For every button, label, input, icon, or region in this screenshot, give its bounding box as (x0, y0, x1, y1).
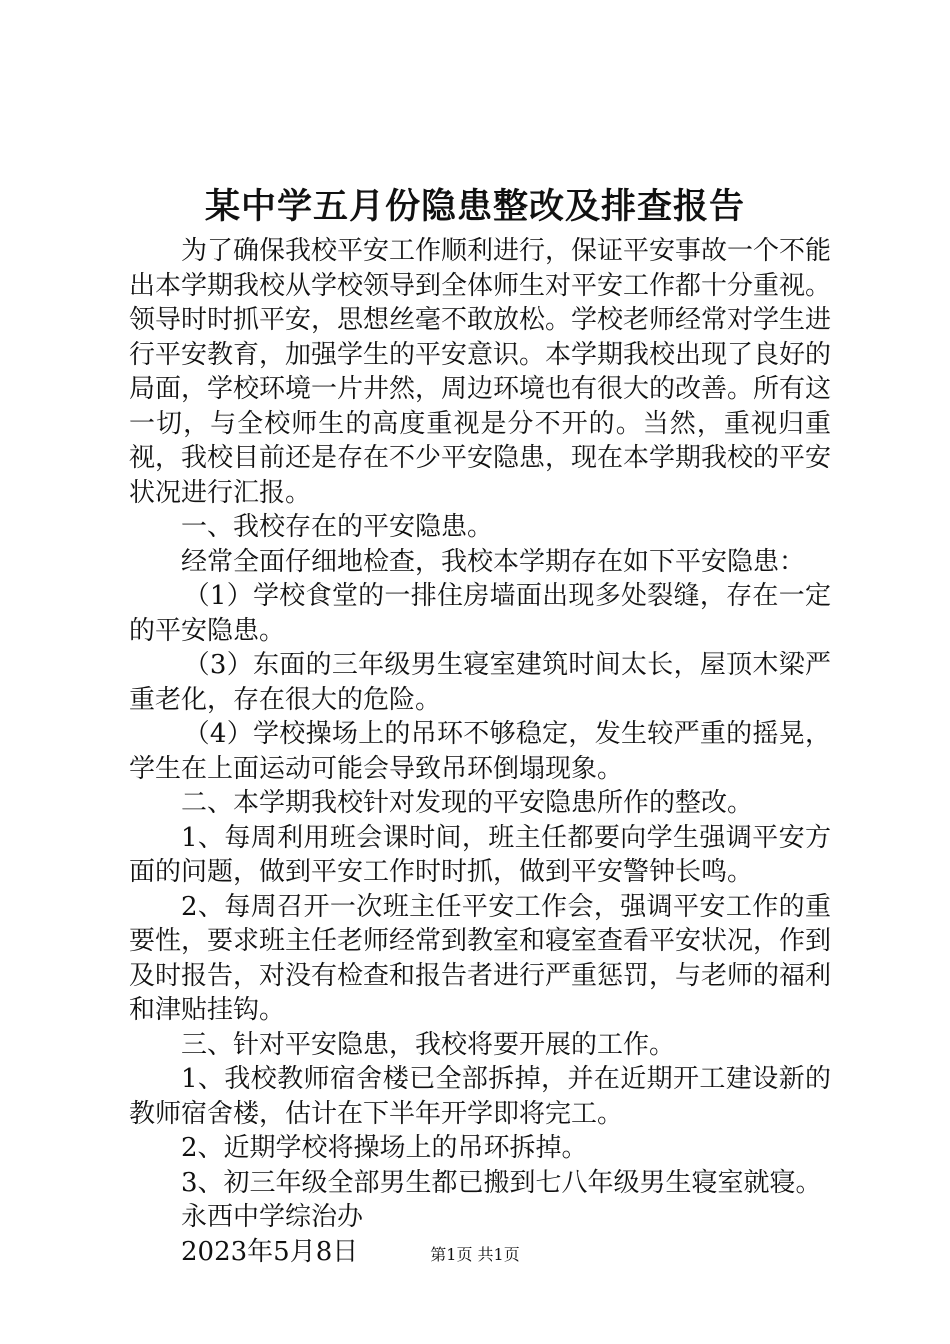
document-title: 某中学五月份隐患整改及排查报告 (204, 186, 745, 227)
paragraph-intro: 为了确保我校平安工作顺利进行，保证平安事故一个不能出本学期我校从学校领导到全体师生对平安工作都十分重视。领导时时抓平安，思想丝毫不敢放松。学校老师经常对学生进行平安教育，加强学生的平安意识。本学期我校出现了良好的局面，学校环境一片井然，周边环境也有很大的改善。所有这一切，与全校师生的高度重视是分不开的。当然，重视归重视，我校目前还是存在不少平安隐患，现在本学期我校的平安状况进行汇报。 (129, 236, 832, 508)
paragraph-inspection: 经常全面仔细地检查，我校本学期存在如下平安隐患： (181, 546, 806, 577)
list-item-plan-3: 3、初三年级全部男生都已搬到七八年级男生寝室就寝。 (181, 1167, 822, 1198)
section-heading-2: 二、本学期我校针对发现的平安隐患所作的整改。 (181, 788, 754, 818)
document-body (129, 234, 831, 1269)
list-item-plan-1: 1、我校教师宿舍楼已全部拆掉，并在近期开工建设新的教师宿舍楼，估计在下半年开学即将完工。 (129, 1064, 831, 1129)
page-footer: 第1页 共1页 (430, 1245, 520, 1264)
list-item-hazard-3: （3）东面的三年级男生寝室建筑时间太长，屋顶木梁严重老化，存在很大的危险。 (129, 650, 831, 715)
list-item-rectification-2: 2、每周召开一次班主任平安工作会，强调平安工作的重要性，要求班主任老师经常到教室和寝室查看平安状况，作到及时报告，对没有检查和报告者进行严重惩罚，与老师的福利和津贴挂钩。 (129, 891, 832, 1025)
list-item-hazard-4: （4）学校操场上的吊环不够稳定，发生较严重的摇晃，学生在上面运动可能会导致吊环倒塌现象。 (129, 719, 831, 784)
list-item-plan-2: 2、近期学校将操场上的吊环拆掉。 (181, 1133, 588, 1163)
section-heading-1: 一、我校存在的平安隐患。 (181, 512, 494, 542)
list-item-rectification-1: 1、每周利用班会课时间，班主任都要向学生强调平安方面的问题，做到平安工作时时抓，做到平安警钟长鸣。 (129, 822, 831, 887)
signature-date: 2023年5月8日 (181, 1236, 359, 1267)
section-heading-3: 三、针对平安隐患，我校将要开展的工作。 (181, 1029, 676, 1060)
list-item-hazard-1: （1）学校食堂的一排住房墙面出现多处裂缝，存在一定的平安隐患。 (129, 581, 831, 646)
signature-office: 永西中学综治办 (181, 1202, 364, 1232)
